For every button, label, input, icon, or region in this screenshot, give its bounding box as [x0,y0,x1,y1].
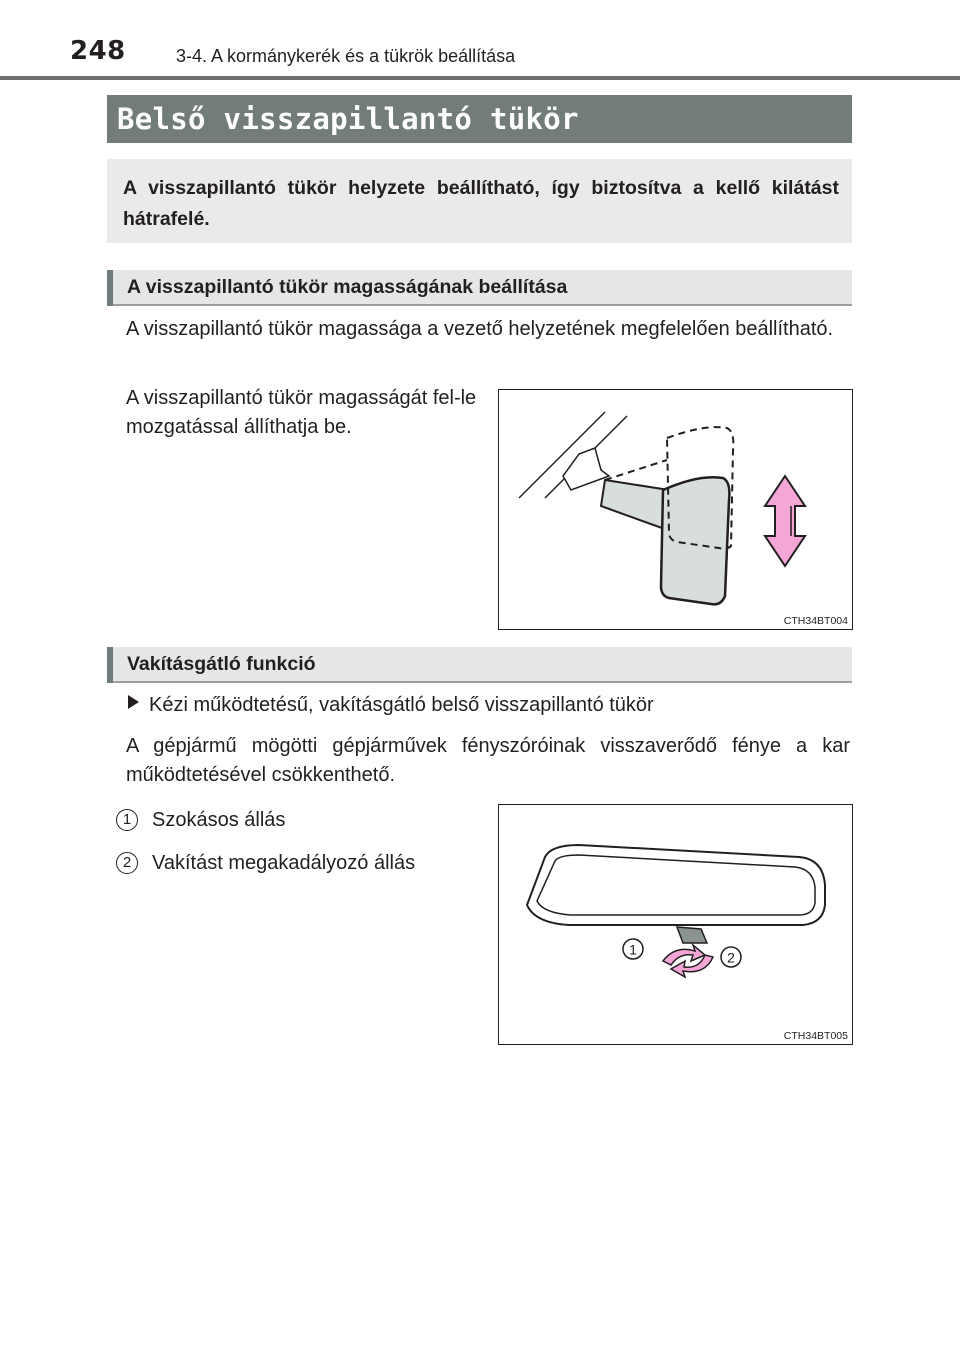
section-heading-label: A visszapillantó tükör magasságának beállítása [127,276,568,298]
section-heading-bar [107,647,113,683]
number-badge: 1 [116,809,138,831]
figure-number-2: 2 [727,949,735,966]
running-head: 3-4. A kormánykerék és a tükrök beállítása [176,46,516,66]
mirror-lever-illustration [499,805,852,1044]
bullet-text: Kézi működtetésű, vakításgátló belső visszapillantó tükör [149,694,654,716]
section-heading-antiglare [107,647,852,683]
height-paragraph-1: A visszapillantó tükör magassága a vezető helyzetének megfelelően beállítható. [126,318,834,340]
legend-label: Szokásos állás [152,809,286,831]
page-number: 248 [70,36,126,66]
figure-antiglare [498,804,853,1045]
triangle-bullet-icon [128,695,139,709]
height-paragraph-2: A visszapillantó tükör magasságát fel-le mozgatással állíthatja be. [126,387,477,438]
figure-code: CTH34BT004 [783,615,848,627]
figure-number-1: 1 [629,941,637,958]
legend-label: Vakítást megakadályozó állás [152,852,416,874]
title-bar [107,95,852,143]
figure-height-adjust [498,389,853,630]
antiglare-paragraph: A gépjármű mögötti gépjárművek fényszóróinak visszaverődő fénye a kar működtetésével csökkenthető. [126,735,850,786]
page-title: Belső visszapillantó tükör [117,102,579,136]
bullet-item [128,691,852,720]
intro-text: A visszapillantó tükör helyzete beállítható, így biztosítva a kellő kilátást hátrafelé. [123,177,839,230]
mirror-height-illustration [499,390,852,629]
figure-code: CTH34BT005 [783,1030,848,1042]
section-heading-bar [107,270,113,306]
number-badge: 2 [116,852,138,874]
section-heading-label: Vakításgátló funkció [127,653,316,675]
section-heading-height [107,270,852,306]
intro-box [107,159,852,243]
header-rule [0,76,960,80]
